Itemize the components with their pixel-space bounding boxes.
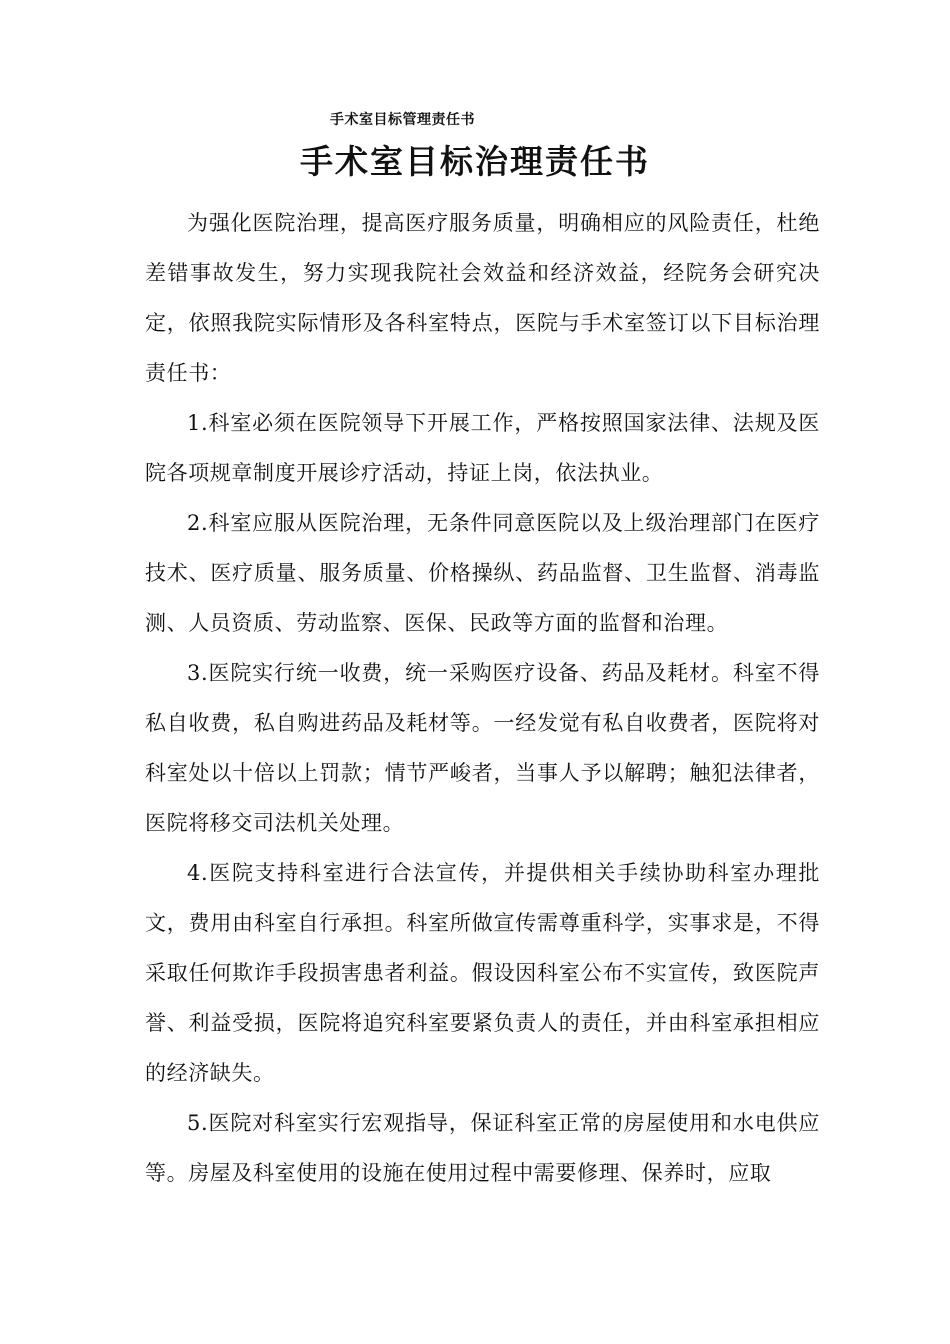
clause-1-paragraph: 1.科室必须在医院领导下开展工作，严格按照国家法律、法规及医院各项规章制度开展诊疗活动，持证上岗，依法执业。 — [145, 411, 820, 485]
intro-paragraph: 为强化医院治理，提高医疗服务质量，明确相应的风险责任，杜绝差错事故发生，努力实现我院社会效益和经济效益，经院务会研究决定，依照我院实际情形及各科室特点，医院与手术室签订以下目标治理责任书： — [145, 211, 820, 385]
document-body — [145, 198, 820, 1198]
clause-2-paragraph: 2.科室应服从医院治理，无条件同意医院以及上级治理部门在医疗技术、医疗质量、服务质量、价格操纵、药品监督、卫生监督、消毒监测、人员资质、劳动监察、医保、民政等方面的监督和治理。 — [145, 511, 820, 635]
clause-3-paragraph: 3.医院实行统一收费，统一采购医疗设备、药品及耗材。科室不得私自收费，私自购进药品及耗材等。一经发觉有私自收费者，医院将对科室处以十倍以上罚款；情节严峻者，当事人予以解聘；触犯法律者，医院将移交司法机关处理。 — [145, 661, 820, 835]
clause-4-paragraph: 4.医院支持科室进行合法宣传，并提供相关手续协助科室办理批文，费用由科室自行承担。科室所做宣传需尊重科学，实事求是，不得采取任何欺诈手段损害患者利益。假设因科室公布不实宣传，致医院声誉、利益受损，医院将追究科室要紧负责人的责任，并由科室承担相应的经济缺失。 — [145, 861, 820, 1085]
page-title: 手术室目标治理责任书 — [300, 142, 650, 181]
running-header: 手术室目标管理责任书 — [330, 112, 475, 128]
clause-5-paragraph: 5.医院对科室实行宏观指导，保证科室正常的房屋使用和水电供应等。房屋及科室使用的设施在使用过程中需要修理、保养时，应取 — [145, 1111, 820, 1185]
